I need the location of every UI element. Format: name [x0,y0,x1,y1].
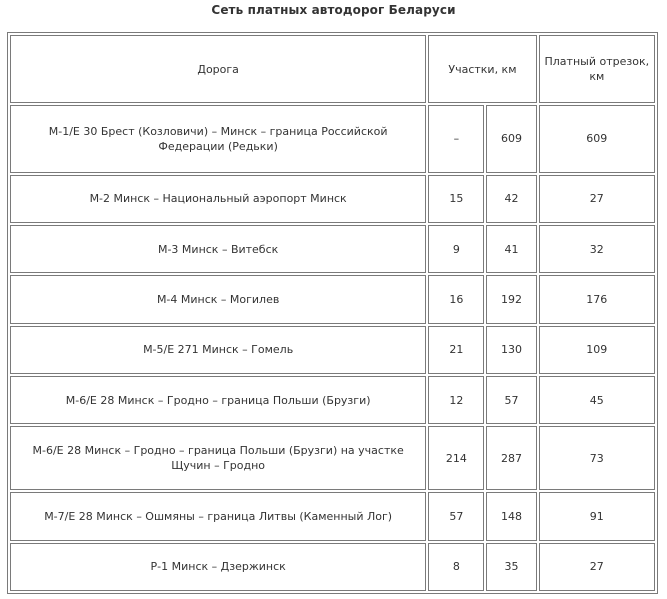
cell-paid: 91 [539,492,655,540]
cell-section-end: 130 [486,326,536,374]
cell-section-start: 21 [428,326,484,374]
table-row [10,275,655,323]
table-row [10,225,655,273]
cell-road: М-1/Е 30 Брест (Козловичи) – Минск – граница Российской Федерации (Редьки) [10,105,426,172]
cell-section-end: 148 [486,492,536,540]
cell-paid: 27 [539,175,655,223]
table-row [10,175,655,223]
cell-section-start: 15 [428,175,484,223]
cell-road: М-7/Е 28 Минск – Ошмяны – граница Литвы (Каменный Лог) [10,492,426,540]
cell-road: М-5/Е 271 Минск – Гомель [10,326,426,374]
cell-paid: 73 [539,426,655,490]
cell-road: М-2 Минск – Национальный аэропорт Минск [10,175,426,223]
cell-paid: 32 [539,225,655,273]
cell-section-end: 41 [486,225,536,273]
table-row [10,426,655,490]
toll-roads-table [7,32,658,594]
table-row [10,376,655,424]
cell-paid: 27 [539,543,655,591]
cell-road: М-4 Минск – Могилев [10,275,426,323]
cell-road: М-6/Е 28 Минск – Гродно – граница Польши (Брузги) на участке Щучин – Гродно [10,426,426,490]
header-road: Дорога [10,35,426,103]
cell-road: Р-1 Минск – Дзержинск [10,543,426,591]
cell-paid: 109 [539,326,655,374]
table-row [10,492,655,540]
table-row [10,543,655,591]
cell-road: М-6/Е 28 Минск – Гродно – граница Польши (Брузги) [10,376,426,424]
header-sections: Участки, км [428,35,536,103]
cell-section-start: 214 [428,426,484,490]
table-row [10,105,655,172]
cell-section-start: 9 [428,225,484,273]
cell-section-start: 8 [428,543,484,591]
cell-road: М-3 Минск – Витебск [10,225,426,273]
cell-section-end: 42 [486,175,536,223]
cell-section-end: 192 [486,275,536,323]
cell-section-start: 12 [428,376,484,424]
cell-section-end: 609 [486,105,536,172]
page-title: Сеть платных автодорог Беларуси [211,3,456,17]
table-header-row [10,35,655,103]
cell-section-start: 57 [428,492,484,540]
cell-section-end: 287 [486,426,536,490]
cell-section-end: 57 [486,376,536,424]
cell-section-start: 16 [428,275,484,323]
cell-section-end: 35 [486,543,536,591]
cell-paid: 609 [539,105,655,172]
cell-section-start: – [428,105,484,172]
cell-paid: 176 [539,275,655,323]
table-row [10,326,655,374]
cell-paid: 45 [539,376,655,424]
header-paid: Платный отрезок, км [539,35,655,103]
